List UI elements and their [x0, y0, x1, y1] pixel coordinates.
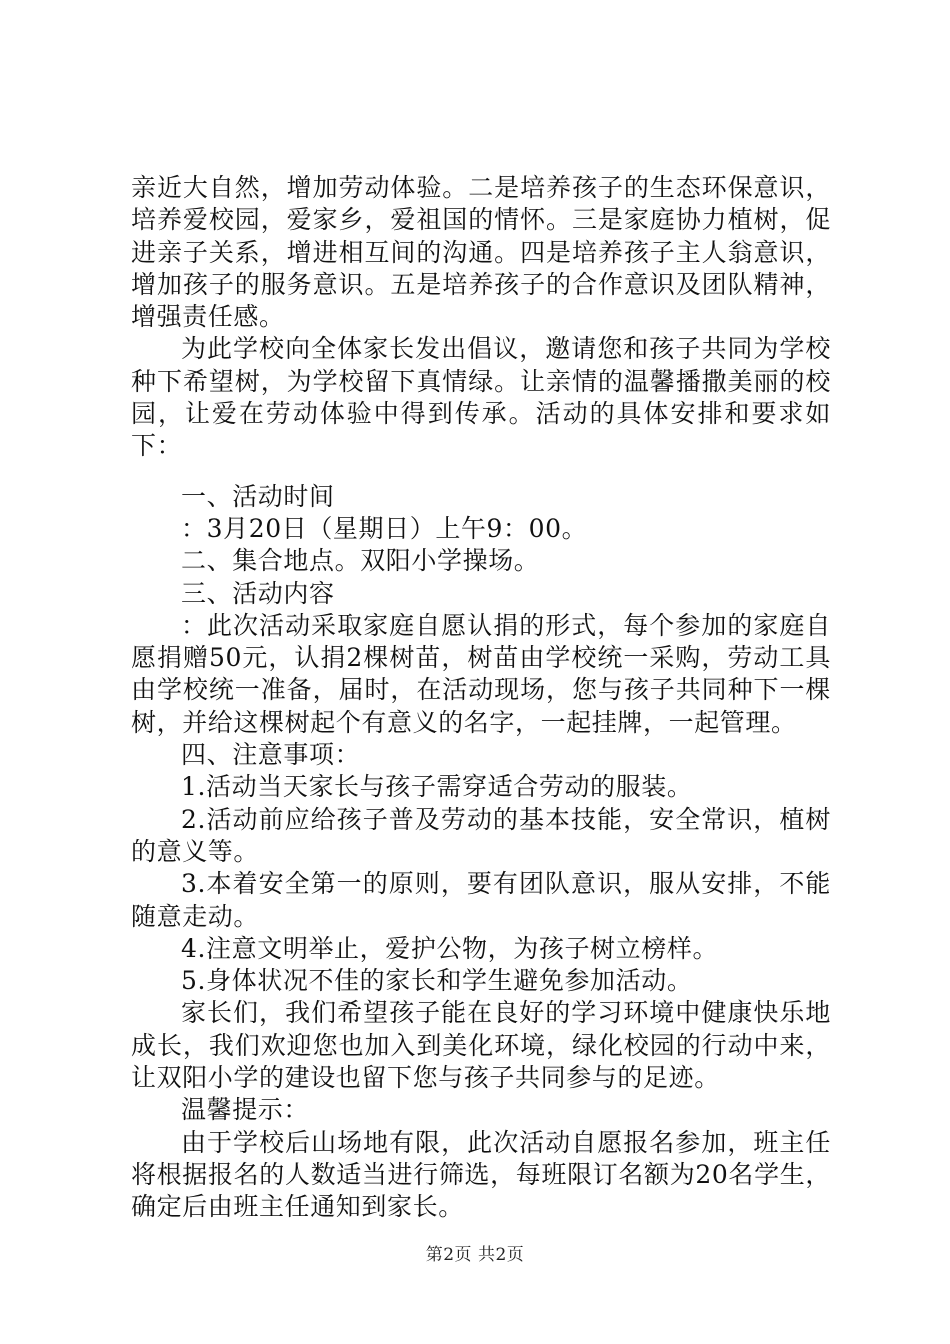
paragraph-gap: [131, 463, 831, 481]
paragraph-purpose-continued: 亲近大自然，增加劳动体验。二是培养孩子的生态环保意识，培养爱校园，爱家乡，爱祖国的情怀。三是家庭协力植树，促进亲子关系，增进相互间的沟通。四是培养孩子主人翁意识，增加孩子的服务意识。五是培养孩子的合作意识及团队精神，增强责任感。: [131, 173, 831, 332]
paragraph-tip: 由于学校后山场地有限，此次活动自愿报名参加，班主任将根据报名的人数适当进行筛选，每班限订名额为20名学生，确定后由班主任通知到家长。: [131, 1127, 831, 1222]
heading-tip: 温馨提示：: [181, 1095, 310, 1125]
heading-meeting-place: 二、集合地点。双阳小学操场。: [181, 546, 540, 576]
note-item-1: 1.活动当天家长与孩子需穿适合劳动的服装。: [181, 772, 693, 802]
heading-activity-content: 三、活动内容: [181, 578, 335, 608]
page-number-footer: 第2页 共2页: [425, 1245, 525, 1265]
note-item-3: 3.本着安全第一的原则，要有团队意识，服从安排，不能随意走动。: [131, 869, 831, 931]
note-item-4: 4.注意文明举止，爱护公物，为孩子树立榜样。: [181, 933, 719, 963]
paragraph-activity-content: ：此次活动采取家庭自愿认捐的形式，每个参加的家庭自愿捐赠50元，认捐2棵树苗，树苗由学校统一采购，劳动工具由学校统一准备，届时，在活动现场，您与孩子共同种下一棵树，并给这棵树起个有意义的名字，一起挂牌，一起管理。: [131, 610, 831, 737]
paragraph-closing: 家长们，我们希望孩子能在良好的学习环境中健康快乐地成长，我们欢迎您也加入到美化环境，绿化校园的行动中来，让双阳小学的建设也留下您与孩子共同参与的足迹。: [131, 998, 831, 1093]
note-item-5: 5.身体状况不佳的家长和学生避免参加活动。: [181, 966, 693, 996]
note-item-2: 2.活动前应给孩子普及劳动的基本技能，安全常识，植树的意义等。: [131, 804, 831, 866]
paragraph-proposal: 为此学校向全体家长发出倡议，邀请您和孩子共同为学校种下希望树，为学校留下真情绿。让亲情的温馨播撒美丽的校园，让爱在劳动体验中得到传承。活动的具体安排和要求如下：: [131, 334, 831, 461]
heading-notes: 四、注意事项：: [181, 740, 361, 770]
heading-activity-time: 一、活动时间: [181, 481, 335, 511]
document-body: [131, 172, 831, 1224]
paragraph-activity-time: ：3月20日（星期日）上午9：00。: [181, 513, 588, 543]
